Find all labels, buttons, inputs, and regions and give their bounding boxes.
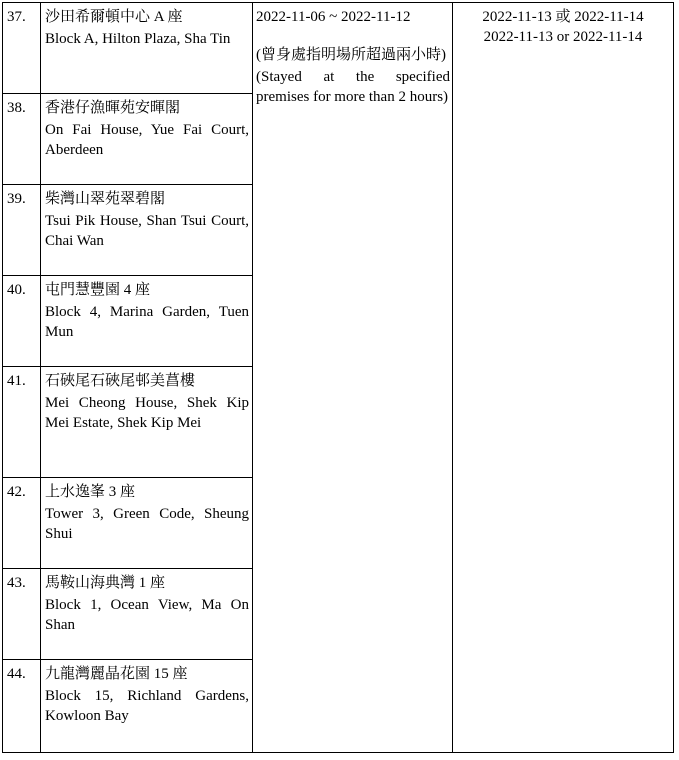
location-cell: [41, 478, 253, 569]
row-number: 42.: [3, 478, 41, 569]
location-chinese: 香港仔漁暉苑安暉閣: [45, 100, 181, 116]
row-number: 38.: [3, 94, 41, 185]
location-cell: [41, 367, 253, 478]
notification-date-chinese: 2022-11-13 或 2022-11-14: [482, 9, 644, 25]
row-number: 37.: [3, 3, 41, 94]
location-cell: [41, 660, 253, 753]
location-english: Block 4, Marina Garden, Tuen Mun: [45, 304, 249, 340]
location-english: Mei Cheong House, Shek Kip Mei Estate, Shek Kip Mei: [45, 395, 249, 431]
row-number: 44.: [3, 660, 41, 753]
location-english: Block 15, Richland Gardens, Kowloon Bay: [45, 688, 249, 724]
location-english: Tower 3, Green Code, Sheung Shui: [45, 506, 249, 542]
location-english: Block A, Hilton Plaza, Sha Tin: [45, 31, 231, 47]
notification-date-english: 2022-11-13 or 2022-11-14: [483, 29, 643, 45]
notification-cell: [453, 3, 674, 753]
location-chinese: 石硤尾石硤尾邨美菖樓: [45, 373, 196, 389]
location-chinese: 馬鞍山海典灣 1 座: [45, 575, 166, 591]
date-cell: [253, 3, 453, 753]
location-cell: [41, 185, 253, 276]
location-cell: [41, 569, 253, 660]
row-number: 40.: [3, 276, 41, 367]
location-english: On Fai House, Yue Fai Court, Aberdeen: [45, 122, 249, 158]
date-range: 2022-11-06 ~ 2022-11-12: [256, 9, 411, 25]
location-chinese: 柴灣山翠苑翠碧閣: [45, 191, 166, 207]
remark-chinese: (曾身處指明場所超過兩小時): [256, 47, 446, 63]
location-cell: [41, 3, 253, 94]
location-chinese: 上水逸峯 3 座: [45, 484, 136, 500]
location-chinese: 沙田希爾頓中心 A 座: [45, 9, 183, 25]
table-row: [3, 3, 674, 94]
location-cell: [41, 276, 253, 367]
row-number: 39.: [3, 185, 41, 276]
location-chinese: 九龍灣麗晶花園 15 座: [45, 666, 188, 682]
location-cell: [41, 94, 253, 185]
row-number: 43.: [3, 569, 41, 660]
location-english: Tsui Pik House, Shan Tsui Court, Chai Wan: [45, 213, 249, 249]
remark-english: (Stayed at the specified premises for more than 2 hours): [256, 69, 450, 105]
premises-table: [2, 2, 674, 753]
location-english: Block 1, Ocean View, Ma On Shan: [45, 597, 249, 633]
row-number: 41.: [3, 367, 41, 478]
location-chinese: 屯門慧豐園 4 座: [45, 282, 151, 298]
